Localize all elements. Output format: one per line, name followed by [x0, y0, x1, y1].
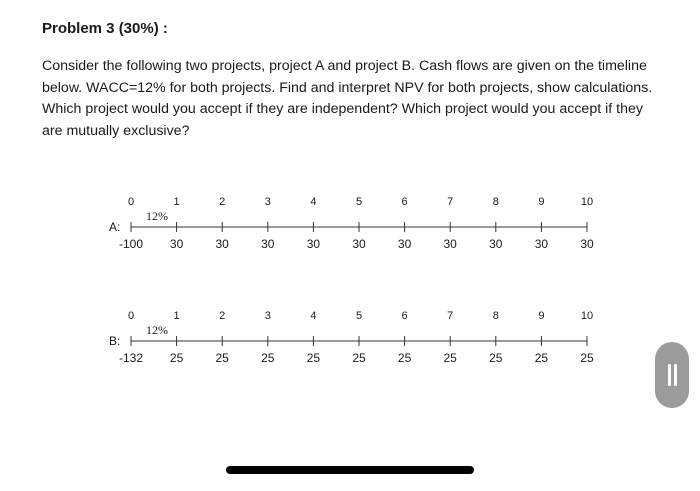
period-label: 6	[401, 310, 408, 322]
timeline-b-rate: 12%	[146, 323, 168, 337]
period-label: 2	[219, 196, 226, 208]
timeline-a-label: A:	[109, 220, 121, 234]
problem-heading: Problem 3 (30%) :	[42, 20, 168, 37]
grip-bar-right	[674, 364, 677, 386]
cash-flow-value: 25	[580, 351, 594, 365]
cash-flow-value: 30	[352, 237, 366, 251]
period-label: 1	[173, 196, 180, 208]
period-label: 4	[310, 310, 317, 322]
period-label: 9	[538, 310, 545, 322]
cash-flow-value: -100	[118, 237, 144, 251]
cash-flow-value: 25	[169, 351, 184, 365]
grip-bar-left	[668, 364, 671, 386]
cash-flow-value: 30	[169, 237, 184, 251]
cash-flow-value: 25	[261, 351, 275, 365]
cash-flow-value: 30	[534, 237, 549, 251]
cash-flow-value: 25	[215, 351, 229, 365]
cash-flow-value: 30	[306, 237, 321, 251]
period-label: 1	[173, 310, 180, 322]
cash-flow-value: 25	[306, 351, 321, 365]
period-label: 8	[492, 196, 499, 208]
period-label: 7	[447, 310, 454, 322]
cash-flow-value: -132	[118, 351, 144, 365]
period-label: 6	[401, 196, 408, 208]
cash-flow-value: 25	[534, 351, 549, 365]
cash-flow-value: 30	[580, 237, 594, 251]
home-indicator[interactable]	[226, 466, 474, 474]
cash-flow-value: 30	[261, 237, 275, 251]
period-label: 3	[264, 196, 271, 208]
cash-flow-value: 25	[397, 351, 412, 365]
period-label: 3	[264, 310, 271, 322]
timeline-a-rate: 12%	[146, 209, 168, 223]
period-label: 7	[447, 196, 454, 208]
period-label: 5	[355, 196, 363, 208]
period-label: 0	[127, 196, 135, 208]
period-label: 8	[492, 310, 499, 322]
problem-text: Consider the following two projects, project A and project B. Cash flows are given on the timeline below. WACC=12% for both projects. Find and interpret NPV for both projects, show calculations. Which project would you accept if they are independent? Which project would you accept if they are mutually exclusive?	[42, 58, 653, 139]
cash-flow-value: 25	[443, 351, 457, 365]
period-label: 9	[538, 196, 545, 208]
cash-flow-value: 30	[489, 237, 503, 251]
period-label: 10	[580, 310, 594, 322]
period-label: 10	[580, 196, 594, 208]
cash-flow-value: 30	[443, 237, 457, 251]
timeline-b	[0, 306, 700, 386]
cash-flow-value: 25	[352, 351, 366, 365]
period-label: 2	[219, 310, 226, 322]
cash-flow-value: 30	[215, 237, 229, 251]
cash-flow-value: 25	[489, 351, 503, 365]
cash-flow-value: 30	[397, 237, 412, 251]
period-label: 4	[310, 196, 317, 208]
timeline-a	[0, 192, 700, 272]
timeline-b-label: B:	[109, 334, 121, 348]
scroll-handle[interactable]	[655, 342, 689, 408]
period-label: 5	[355, 310, 363, 322]
period-label: 0	[127, 310, 135, 322]
